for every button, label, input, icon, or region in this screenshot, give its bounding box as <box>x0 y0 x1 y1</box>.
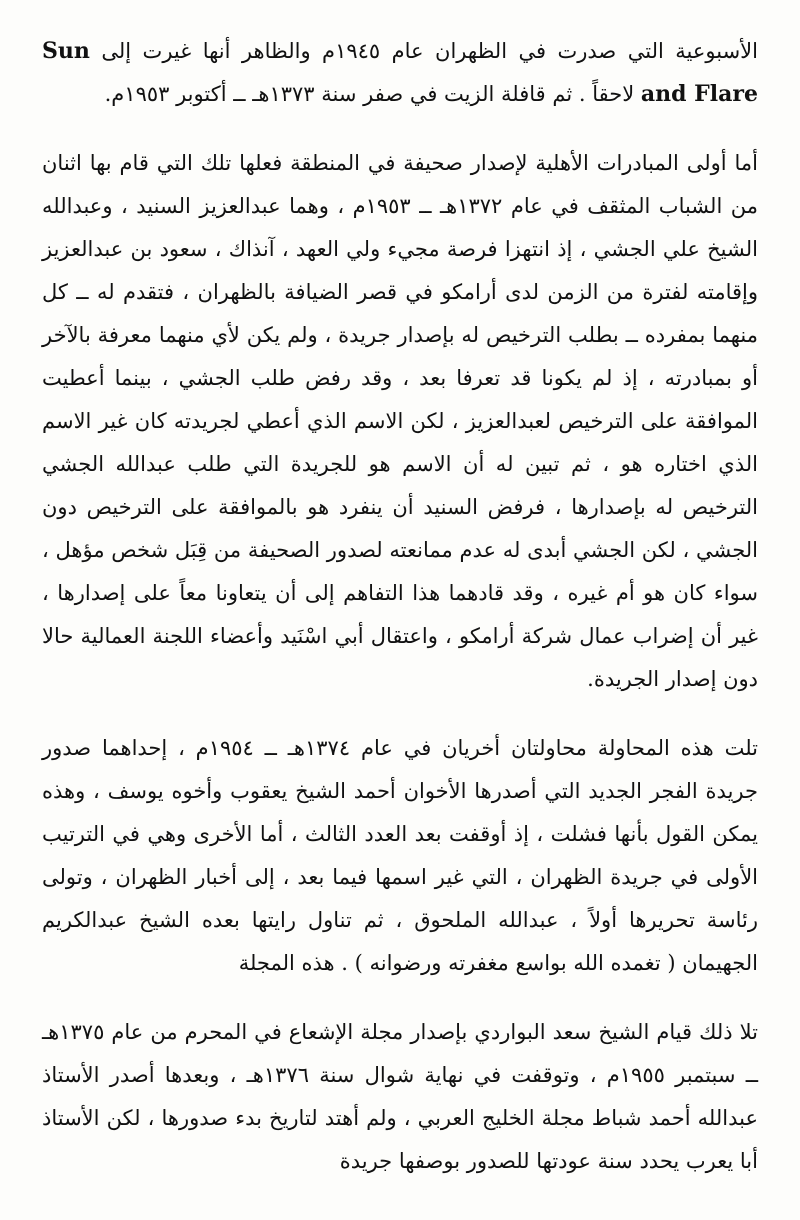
paragraph-1 <box>42 30 758 116</box>
paragraph-text: تلت هذه المحاولة محاولتان أخريان في عام ١٣٧٤هـ ــ ١٩٥٤م ، إحداهما صدور جريدة الفجر الجديد التي أصدرها الأخوان أحمد الشيخ يعقوب وأخوه يوسف ، وهذه يمكن القول بأنها فشلت ، إذ أوقفت بعد العدد الثالث ، أما الأخرى وهي في الترتيب الأولى في جريدة الظهران ، التي غير اسمها فيما بعد ، إلى أخبار الظهران ، وتولى رئاسة تحريرها أولاً ، عبدالله الملحوق ، ثم تناول رايتها بعده الشيخ عبدالكريم الجهيمان ( تغمده الله بواسع مغفرته ورضوانه ) . هذه المجلة <box>42 736 758 975</box>
paragraph-text: لاحقاً . ثم قافلة الزيت في صفر سنة ١٣٧٣هـ ــ أكتوبر ١٩٥٣م. <box>104 82 641 106</box>
paragraph-text: أما أولى المبادرات الأهلية لإصدار صحيفة في المنطقة فعلها تلك التي قام بها اثنان من الشباب المثقف في عام ١٣٧٢هـ ــ ١٩٥٣م ، وهما عبدالعزيز السنيد ، وعبدالله الشيخ علي الجشي ، إذ انتهزا فرصة مجيء ولي العهد ، آنذاك ، سعود بن عبدالعزيز وإقامته لفترة من الزمن لدى أرامكو في قصر الضيافة بالظهران ، فتقدم له ــ كل منهما بمفرده ــ بطلب الترخيص له بإصدار جريدة ، ولم يكن لأي منهما معرفة بالآخر أو بمبادرته ، إذ لم يكونا قد تعرفا بعد ، وقد رفض طلب الجشي ، بينما أعطيت الموافقة على الترخيص لعبدالعزيز ، لكن الاسم الذي أعطي لجريدته كان غير الاسم الذي اختاره هو ، ثم تبين له أن الاسم هو للجريدة التي طلب عبدالله الجشي الترخيص له بإصدارها ، فرفض السنيد أن ينفرد هو بالموافقة على الترخيص دون الجشي ، لكن الجشي أبدى له عدم ممانعته لصدور الصحيفة من قِبَل شخص مؤهل ، سواء كان هو أم غيره ، وقد قادهما هذا التفاهم إلى أن يتعاونا معاً على إصدارها ، غير أن إضراب عمال شركة أرامكو ، واعتقال أبي اسْنَيد وأعضاء اللجنة العمالية حالا دون إصدار الجريدة. <box>42 151 758 691</box>
paragraph-2 <box>42 142 758 701</box>
paragraph-4 <box>42 1011 758 1183</box>
paragraph-text: تلا ذلك قيام الشيخ سعد البواردي بإصدار مجلة الإشعاع في المحرم من عام ١٣٧٥هـ ــ سبتمبر ١٩٥٥م ، وتوقفت في نهاية شوال سنة ١٣٧٦هـ ، وبعدها أصدر الأستاذ عبدالله أحمد شباط مجلة الخليج العربي ، ولم أهتد لتاريخ بدء صدورها ، لكن الأستاذ أبا يعرب يحدد سنة عودتها للصدور بوصفها جريدة <box>42 1020 758 1173</box>
latin-title-text: Sun and Flare <box>42 38 758 107</box>
paragraph-text: الأسبوعية التي صدرت في الظهران عام ١٩٤٥م والظاهر أنها غيرت إلى <box>89 39 758 63</box>
page-body-text <box>42 30 758 1183</box>
paragraph-3 <box>42 727 758 985</box>
